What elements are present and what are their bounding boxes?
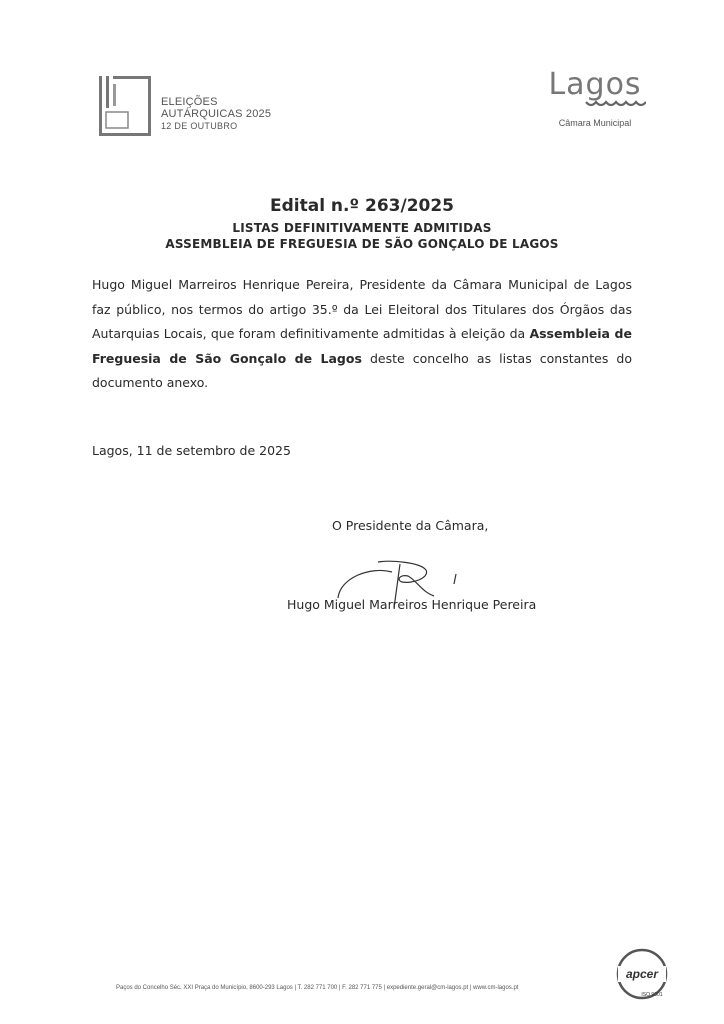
footer-address: Paços do Concelho Séc. XXI Praça do Município, 8600-293 Lagos | T. 282 771 700 | F. 282 771 775 | expediente.geral@cm-lagos.pt | www.cm-lagos.pt	[116, 985, 519, 991]
municipality-logo	[530, 67, 660, 130]
paragraph-bold-entity: Assembleia de Freguesia de São Gonçalo de Lagos	[92, 326, 632, 366]
document-subtitle-1: LISTAS DEFINITIVAMENTE ADMITIDAS	[232, 221, 492, 235]
elections-logo-line2: AUTÁRQUICAS 2025	[161, 108, 272, 120]
body-paragraph	[92, 273, 632, 396]
signer-name: Hugo Miguel Marreiros Henrique Pereira	[287, 597, 537, 612]
paragraph-text-2: deste concelho as listas constantes do documento anexo.	[92, 350, 632, 390]
elections-emblem-icon	[97, 74, 157, 140]
municipality-logo-name: Lagos	[548, 67, 642, 102]
elections-logo-line3: 12 DE OUTUBRO	[161, 121, 238, 131]
date-line: Lagos, 11 de setembro de 2025	[92, 443, 291, 458]
paragraph-text-1: Hugo Miguel Marreiros Henrique Pereira, Presidente da Câmara Municipal de Lagos faz público, nos termos do artigo 35.º da Lei Eleitoral dos Titulares dos Órgãos das Autarquias Locais, que foram definitivamente admitidas à eleição da	[92, 277, 632, 341]
elections-logo-line1: ELEIÇÕES	[161, 96, 218, 108]
apcer-certification-seal	[612, 946, 672, 1002]
apcer-label: apcer	[625, 967, 659, 981]
waves-icon	[584, 99, 646, 109]
document-title: Edital n.º 263/2025	[269, 196, 455, 216]
apcer-standard: ISO 9001	[641, 992, 663, 998]
elections-logo	[97, 74, 297, 144]
document-subtitle-2: ASSEMBLEIA DE FREGUESIA DE SÃO GONÇALO DE LAGOS	[165, 237, 559, 251]
closing-line: O Presidente da Câmara,	[332, 518, 489, 533]
municipality-logo-subtitle: Câmara Municipal	[558, 118, 632, 128]
